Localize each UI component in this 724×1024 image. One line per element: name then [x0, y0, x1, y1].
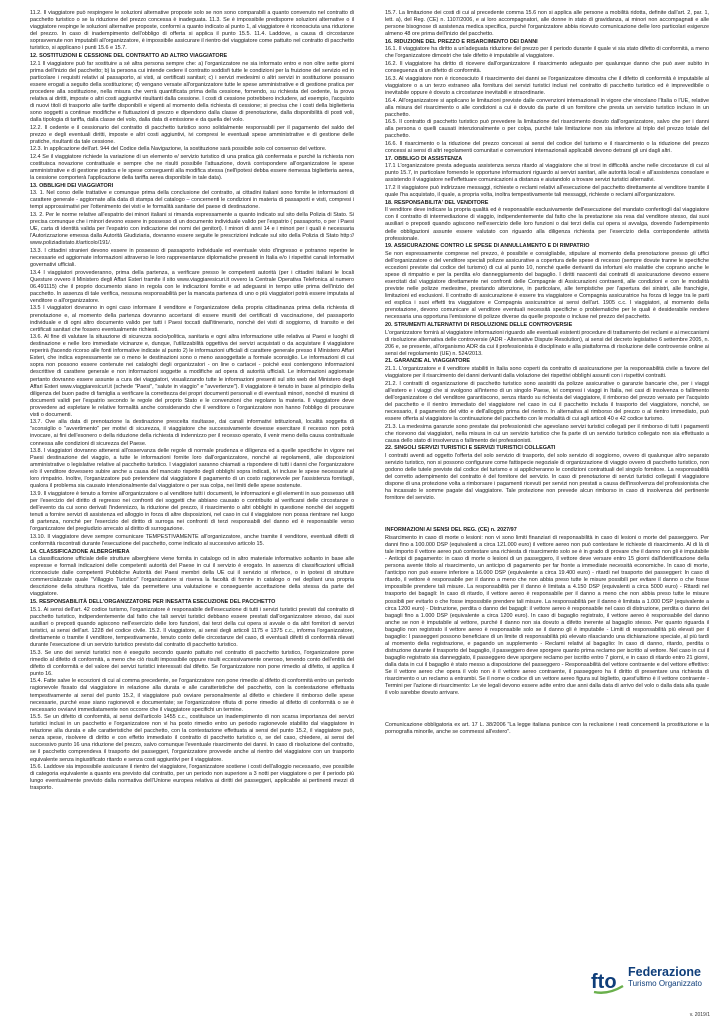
paragraph: 11.2. Il viaggiatore può respingere le soluzioni alternative proposte solo se non sono comparabili a quanto convenuto nel contratto di pacchetto turistico o se la riduzione del prezzo concessa è inadeguata. 11.3. Se è impossibile predisporre soluzioni alternative o il viaggiatore respinge le soluzioni alternative proposte, conformi a quanto indicato al punto 1, al viaggiatore è riconosciuta una riduzione del prezzo. In caso di inadempimento dell'obbligo di offerta si applica il punto 15.5. 11.4. Laddove, a causa di circostanze sopravvenute non imputabili all'organizzatore, è impossibile assicurare il rientro del viaggiatore come pattuito nel contratto di pacchetto turistico, si applicano i punti 15.6 e 15.7. — [30, 10, 354, 52]
paragraph: 21.1. L'organizzatore e il venditore stabiliti in Italia sono coperti da contratto di assicurazione per la responsabilità civile a favore del viaggiatore per il risarcimento dei danni derivanti dalla violazione dei rispettivi obblighi assunti con i rispettivi contratti. — [385, 365, 709, 380]
paragraph: 17.1 L'organizzatore presta adeguata assistenza senza ritardo al viaggiatore che si trovi in difficoltà anche nelle circostanze di cui al punto 15.7, in particolare fornendo le opportune informazioni riguardo ai servizi sanitari, alle autorità locali e all'assistenza consolare e assistendo il viaggiatore nell'effettuare comunicazioni a distanza e aiutandolo a trovare servizi turistici alternativi. — [385, 163, 709, 184]
paragraph: 12.4 Se il viaggiatore richiede la variazione di un elemento e/ servizio turistico di una pratica già confermata e purché la richiesta non costituisca novazione contrattuale e sempre che ne risulti possibile l'attuazione, dovrà corrispondere all'organizzatore le spese amministrative e di gestione pratica e le spese conseguenti alla modifica stessa (nell'ipotesi debba essere riemessa biglietteria aerea, la cessione comporterà l'applicazione della tariffa aerea disponibile in tale data). — [30, 153, 354, 182]
paragraph: 16.1. Il viaggiatore ha diritto a un'adeguata riduzione del prezzo per il periodo durante il quale vi sia stato difetto di conformità, a meno che l'organizzatore dimostri che tale difetto è imputabile al viaggiatore. — [385, 46, 709, 60]
section-heading: 20. STRUMENTI ALTERNATIVI DI RISOLUZIONE DELLE CONTROVERSIE — [385, 321, 573, 328]
paragraph: 15.3. Se uno dei servizi turistici non è eseguito secondo quanto pattuito nel contratto di pacchetto turistico, l'organizzatore pone rimedio al difetto di conformità, a meno che ciò risulti impossibile oppure risulti eccessivamente oneroso, tenendo conto dell'entità del difetto di conformità e del valore dei servizi turistici interessati dal difetto. Se l'organizzatore non pone rimedio al difetto, si applica il punto 16. — [30, 649, 354, 677]
section-heading: INFORMAZIONI AI SENSI DEL REG. (CE) n. 2027/97 — [385, 527, 517, 534]
paragraph: 13.8. I viaggiatori dovranno attenersi all'osservanza delle regole di normale prudenza e diligenza ed a quelle specifiche in vigore nei Paesi destinazione del viaggio, a tutte le informazioni fornite loro dall'organizzatore, nonché ai regolamenti, alle disposizioni amministrative o legislative relative al pacchetto turistico. I viaggiatori saranno chiamati a rispondere di tutti i danni che l'organizzatore e/o il venditore dovessero subire anche a causa del mancato rispetto degli obblighi sopra indicati, ivi incluse le spese necessarie al loro rimpatrio. Inoltre, l'organizzatore può pretendere dal viaggiatore il pagamento di un costo ragionevole per l'assistenza fornitagli, qualora il problema sia causato intenzionalmente dal viaggiatore o per sua colpa, nei limiti delle spese sostenute. — [30, 448, 354, 490]
paragraph: 15.7. La limitazione dei costi di cui al precedente comma 15.6 non si applica alle persone a mobilità ridotta, definite dall'art. 2, par. 1, lett. a), del Reg. (CE) n. 1107/2006, e ai loro accompagnatori, alle donne in stato di gravidanza, ai minori non accompagnati e alle persone bisognose di assistenza medica specifica, purché l'organizzatore abbia ricevuto comunicazione delle loro particolari esigenze almeno 48 ore prima dell'inizio del pacchetto. — [385, 10, 709, 38]
paragraph: 12.3. In applicazione dell'art. 944 del Codice della Navigazione, la sostituzione sarà possibile solo col consenso del vettore. — [30, 146, 327, 153]
version-label: v. 2019/1 — [689, 1012, 710, 1018]
paragraph: Comunicazione obbligatoria ex art. 17 L. 38/2006 "La legge italiana punisce con la reclusione i reati concernenti la prostituzione e la pornografia minorile, anche se commessi all'estero". — [385, 721, 709, 735]
section-heading: 14. CLASSIFICAZIONE ALBERGHIERA — [30, 548, 130, 555]
fto-logo — [590, 962, 720, 1002]
paragraph: 13.9. Il viaggiatore è tenuto a fornire all'organizzatore o al venditore tutti i documenti, le informazioni e gli elementi in suo possesso utili per l'esercizio del diritto di regresso nei confronti dei soggetti che abbiano causato o contribuito al verificarsi delle circostanze o dell'evento da cui sono derivati l'indennizzo, la riduzione del prezzo, il risarcimento o altri obblighi in questione nonché dei soggetti tenuti a fornire servizi di assistenza ed alloggio in forza di altre disposizioni, nel caso in cui il viaggiatore non possa rientrare nel luogo di partenza, nonché per l'esercizio del diritto di surroga nei confronti di terzi responsabili del danno ed è responsabile verso l'organizzatore del pregiudizio arrecato al diritto di surrogazione. — [30, 491, 354, 533]
paragraph: 15.6. Laddove sia impossibile assicurare il rientro del viaggiatore, l'organizzatore sostiene i costi dell'alloggio necessario, ove possibile di categoria equivalente a quanto era previsto dal contratto, per un periodo non superiore a 3 notti per viaggiatore o per il periodo più lungo eventualmente previsto dalla normativa dell'Unione europea relativa ai diritti dei passeggeri, applicabile ai pertinenti mezzi di trasporto. — [30, 764, 354, 792]
section-heading: 17. OBBLIGO DI ASSISTENZA — [385, 155, 463, 162]
paragraph: 13. 2. Per le norme relative all'espatrio dei minori italiani si rimanda espressamente a quanto indicato sul sito della Polizia di Stato. Si precisa comunque che i minori devono essere in possesso di un documento individuale valido per l'espatrio ( passaporto, o per i Paesi UE, carta di identità valida per l'espatrio con indicazione dei nomi dei genitori). I minori di anni 14 e i minori per i quali è necessaria l'Autorizzazione emessa dalla Autorità Giudiziaria, dovranno essere seguite le prescrizioni indicate sul sito della Polizia di Stato http:// www.poliziadistato.it/articolo/191/. — [30, 212, 354, 247]
paragraph: 16.5. Il contratto di pacchetto turistico può prevedere la limitazione del risarcimento dovuto dall'organizzatore, salvo che per i danni alla persona o quelli causati intenzionalmente o per colpa, purché tale limitazione non sia inferiore al triplo del prezzo totale del pacchetto. — [385, 119, 709, 140]
logo-line2: Turismo Organizzato — [628, 979, 702, 988]
logo-line1: Federazione — [628, 965, 701, 979]
right-column — [385, 10, 709, 945]
logo-mark-text: fto — [591, 971, 617, 993]
paragraph: L'organizzatore fornirà al viaggiatore informazioni riguardo alle eventuali esistenti procedure di trattamento dei reclami e ai meccanismi di risoluzione alternativa delle controversie (ADR - Alternative Dispute Resolution), ai sensi del decreto legislativo 6 settembre 2005, n. 206 e, se presente, all'organismo ADR da cui il professionista è disciplinato e alla piattaforma di risoluzione delle controversie online ai sensi del regolamento (UE) n. 524/2013. — [385, 329, 709, 357]
paragraph: 12.2. Il cedente e il cessionario del contratto di pacchetto turistico sono solidalmente responsabili per il pagamento del saldo del prezzo e degli eventuali diritti, imposte e altri costi aggiuntivi, ivi compresi le eventuali spese amministrative e di gestione delle pratiche, risultanti da tale cessione. — [30, 124, 354, 145]
paragraph: 16.3. Al viaggiatore non è riconosciuto il risarcimento dei danni se l'organizzatore dimostra che il difetto di conformità è imputabile al viaggiatore o a un terzo estraneo alla fornitura dei servizi turistici inclusi nel contratto di pacchetto turistico ed è imprevedibile o inevitabile oppure è dovuto a circostanze inevitabili e straordinarie. — [385, 75, 709, 96]
section-heading: 15. RESPONSABILITÀ DELL'ORGANIZZATORE PER INESATTA ESECUZIONE DEL PACCHETTO — [30, 599, 276, 606]
paragraph: 13.10. Il viaggiatore deve sempre comunicare TEMPESTIVAMENTE all'organizzatore, anche tramite il venditore, eventuali difetti di conformità riscontrati durante l'esecuzione del pacchetto, come indicato al successivo articolo 15. — [30, 533, 354, 547]
section-heading: 22. SINGOLI SERVIZI TURISTICI E SERVIZI TURISTICI COLLEGATI — [385, 445, 556, 452]
paragraph: 15.1. Ai sensi dell'art. 42 codice turismo, l'organizzatore è responsabile dell'esecuzione di tutti i servizi turistici previsti dal contratto di pacchetto turistico, indipendentemente dal fatto che tali servizi turistici debbano essere prestati dall'organizzatore stesso, dai suoi ausiliari o preposti quando agiscono nell'esercizio delle loro funzioni, dai terzi della cui opera si avvale o da altri fornitori di servizi turistici, ai sensi dell'art. 1228 del codice civile. 15.2. Il viaggiatore, ai sensi degli articoli 1175 e 1375 c.c., informa l'organizzatore, direttamente o tramite il venditore, tempestivamente, tenuto conto delle circostanze del caso, di eventuali difetti di conformità rilevati durante l'esecuzione di un servizio turistico previsto dal contratto di pacchetto turistico. — [30, 606, 354, 648]
paragraph: 21.3. La medesima garanzie sono prestate dai professionisti che agevolano servizi turistici collegati per il rimborso di tutti i pagamenti che ricevono dai viaggiatori, nella misura in cui un servizio turistico che fa parte di un servizio turistico collegato non sia effettuato a causa dello stato di insolvenza o fallimento dei professionisti. — [385, 423, 709, 444]
paragraph: 13.6. Al fine di valutare la situazione di sicurezza socio/politica, sanitaria e ogni altra informazione utile relativa ai Paesi e luoghi di destinazione e nelle loro immediate vicinanze e, dunque, l'utilizzabilità oggettiva dei servizi acquistati o da acquistare il viaggiatore reperirà (facendo ricorso alle fonti informative indicate al punto 2) le informazioni ufficiali di carattere generale presso il Ministero Affari Esteri, che indica espressamente se o meno le destinazioni sono o meno assoggettate a formale sconsiglio. Le informazioni di cui sopra non possono essere contenute nei cataloghi degli organizzatori - on line o cartacei - poiché essi contengono informazioni descrittive di carattere generale e non informazioni soggette a modifiche ad opera di autorità ufficiali. Le informazioni aggiornate pertanto dovranno essere assunte a cura dei viaggiatori, visualizzando tutte le informazioni presenti sul sito web del Ministero degli Affari Esteri www.viaggiaresicuri.it (schede "Paesi", "salute in viaggio" e "avvertenze"). Il viaggiatore è tenuto in base al principio della diligenza del buon padre di famiglia a verificare la correttezza dei propri documenti personali e di eventuali minori, nonché di munirsi di documenti validi per l'espatrio secondo le regole del proprio Stato e le convenzioni che regolano la materia. Il viaggiatore deve provvedere ad espletare le relative formalità anche considerando che il venditore o l'organizzatore non hanno l'obbligo di procurare visti o documenti. — [30, 334, 354, 418]
paragraph: I contratti aventi ad oggetto l'offerta del solo servizio di trasporto, del solo servizio di soggiorno, ovvero di qualunque altro separato servizio turistico, non si possono configurare come fattispecie negoziale di organizzazione di viaggio ovvero di pacchetto turistico, non godono delle tutele previste dal codice del turismo e si applicheranno le condizioni contrattuali del singolo fornitore. La responsabilità del corretto adempimento del contratto è del fornitore del servizio. In caso di prenotazione di servizi turistici collegati il viaggiatore dispone di una protezione volta a rimborsare i pagamenti ricevuti per servizi non prestati a causa dell'insolvenza del professionista che ha incassato le somme pagate dal viaggiatore. Tale protezione non prevede alcun rimborso in caso di insolvenza del pertinente fornitore del servizio. — [385, 452, 709, 502]
paragraph: 13.7. Ove alla data di prenotazione la destinazione prescelta risultasse, dai canali informativi istituzionali, località soggetta di "sconsiglio o "avvertimento" per motivi di sicurezza, il viaggiatore che successivamente dovesse esercitare il recesso non potrà invocare, ai fini dell'esonero o della riduzione della richiesta di indennizzo per il recesso operato, il venir meno della causa contrattuale connessa alle condizioni di sicurezza del Paese. — [30, 419, 354, 447]
paragraph: Il venditore deve indicare la propria qualità ed è responsabile esclusivamente dell'esecuzione del mandato conferitogli dal viaggiatore con il contratto di intermediazione di viaggio, indipendentemente dal fatto che la prestazione sia resa dal venditore stesso, dai suoi ausiliari o preposti quando agiscono nell'esercizio delle loro funzioni o dai terzi della cui opera si avvalga, dovendo l'adempimento delle obbligazioni assunte essere valutato con riguardo alla diligenza richiesta per l'esercizio della corrispondente attività professionale. — [385, 207, 709, 242]
section-spacer — [385, 503, 709, 527]
section-heading: 12. SOSTITUZIONI E CESSIONE DEL CONTRATTO AD ALTRO VIAGGIATORE — [30, 52, 228, 59]
paragraph: Se non espressamente comprese nel prezzo, è possibile e consigliabile, stipulare al momento della prenotazione presso gli uffici dell'organizzatore o del venditore speciali polizze assicurative a copertura delle spese di recesso (sempre dovute tranne le specifiche eccezioni previste dal codice del turismo) di cui al punto 10, nonché quelle derivanti da infortuni e/o malattie che coprano anche le spese di rimpatrio e per la perdita e/o danneggiamento del bagaglio. I diritti nascenti dai contratti di assicurazione devono essere esercitati dal viaggiatore direttamente nei confronti delle Compagnie di Assicurazioni contraenti, alle condizioni e con le modalità previste nelle polizze medesime, prestando attenzione, in particolare, alle tempistiche per l'apertura dei sinistri, alle franchigie, limitazioni ed esclusioni. Il contratto di assicurazione è essere tra viaggiatore e Compagnia assicuratrice ha forza di legge tra le parti ed esplica i suoi effetti tra viaggiatore e Compagnia assicuratrice ai sensi dell'art. 1905 c.c. I viaggiatori, al momento della prenotazione, devono comunicare al venditore eventuali necessità specifiche o problematiche per le quali è desiderabile rendere necessaria una opportuna l'emissione di polizze diverse da quelle proposte o incluse nel prezzo del pacchetto. — [385, 250, 709, 321]
paragraph: 13.3. I cittadini stranieri devono essere in possesso di passaporto individuale ed eventuale visto d'ingresso e potranno reperire le necessarie ed aggiornate informazioni attraverso le loro rappresentanze diplomatiche presenti in Italia e/o i rispettivi canali informativi governativi ufficiali. — [30, 247, 354, 268]
left-column — [30, 10, 354, 945]
paragraph: 13.4 I viaggiatori provvederanno, prima della partenza, a verificare presso le competenti autorità (per i cittadini italiani le locali Questure ovvero il Ministero degli Affari Esteri tramite il sito www.viaggiaresicuri.it ovvero la Centrale Operativa Telefonica al numero 06.491115) che il proprio documento siano in regola con le indicazioni fornite e ad adeguarsi in tempo utile prima dell'inizio del pacchetto. In assenza di tale verifica, nessuna responsabilità per la mancata partenza di uno o più viaggiatori potrà essere imputata al venditore o all'organizzatore. — [30, 269, 354, 304]
paragraph: 15.4. Fatte salve le eccezioni di cui al comma precedente, se l'organizzatore non pone rimedio al difetto di conformità entro un periodo ragionevole fissato dal viaggiatore in relazione alla durata e alle caratteristiche del pacchetto, con la contestazione effettuata tempestivamente ai sensi del punto 15.2, il viaggiatore può ovviare personalmente al difetto e chiedere il rimborso delle spese necessarie, purché esse siano ragionevoli e documentate; se l'organizzatore rifiuta di porre rimedio al difetto di conformità o se è necessario ovviarvi immediatamente non occorre che il viaggiatore specifichi un termine. — [30, 678, 354, 713]
section-heading: 19. ASSICURAZIONE CONTRO LE SPESE DI ANNULLAMENTO E DI RIMPATRIO — [385, 243, 590, 250]
paragraph: 16.2. Il viaggiatore ha diritto di ricevere dall'organizzatore il risarcimento adeguato per qualunque danno che può aver subito in conseguenza di un difetto di conformità. — [385, 61, 709, 75]
paragraph: 17.2 Il viaggiatore può indirizzare messaggi, richieste o reclami relativi all'esecuzione del pacchetto direttamente al venditore tramite il quale l'ha acquistato, il quale, a propria volta, inoltra tempestivamente tali messaggi, richieste o reclami all'organizzatore. — [385, 185, 709, 199]
paragraph: 13.5 I viaggiatori dovranno in ogni caso informare il venditore e l'organizzatore della propria cittadinanza prima della richiesta di prenotazione e, al momento della partenza dovranno accertarsi di essere muniti dei certificati di vaccinazione, del passaporto individuale e di ogni altro documento valido per tutti i Paesi toccati dall'itinerario, nonché dei visti di soggiorno, di transito e dei certificati sanitari che fossero eventualmente richiesti. — [30, 305, 354, 333]
paragraph: 12.1 Il viaggiatore può far sostituire a sé altra persona sempre che: a) l'organizzatore ne sia informato entro e non oltre sette giorni prima dell'inizio del pacchetto; b) la persona cui intende cedere il contratto soddisfi tutte le condizioni per la fruizione del servizio ed in particolare i requisiti relativi al passaporto, ai visti, ai certificati sanitari; c) i servizi medesimi o altri servizi in sostituzione possano essere erogati a seguito della sostituzione; d) vengano versate all'organizzatore tutte le spese amministrative e di gestione pratica per procedere alla sostituzione, nella misura che verrà quantificata prima della cessione, fornendo, su richiesta del cedente, la prova relativa ai diritti, imposte o altri costi aggiuntivi risultanti dalla cessione. I costi di cessione potrebbero includere, ad esempio, l'acquisto di nuovi titoli di trasporto alle tariffe disponibili e vigenti al momento della richiesta di cessione; si precisa che i costi della biglietteria sono soggetti a continue modifiche e fluttuazioni di prezzo e dipendono dalla classe di prenotazione, dalla disponibilità di posti voli, dalla tipologia di tariffa, dalla classe del volo, dalla data di emissione e da quella del volo. — [30, 60, 354, 123]
section-heading: 13. OBBLIGHI DEI VIAGGIATORI — [30, 182, 114, 189]
paragraph: 21.2. I contratti di organizzazione di pacchetto turistico sono assistiti da polizze assicurative o garanzie bancarie che, per i viaggi all'estero e i viaggi che si svolgono all'interno di un singolo Paese, ivi compresi i viaggi in Italia, nei casi di insolvenza o fallimento dell'organizzatore o del venditore garantiscono, senza ritardo su richiesta del viaggiatore, il rimborso del prezzo versato per l'acquisto del pacchetto e il rientro immediato del viaggiatore nel caso in cui il pacchetto includa il trasporto del viaggiatore, nonché, se necessario, il pagamento del vitto e dell'alloggio prima del rientro. In alternativa al rimborso del prezzo o al rientro immediato, può essere offerta al viaggiatore la continuazione del pacchetto con le modalità di cui agli articoli 40 e 42 codice turismo. — [385, 380, 709, 422]
section-heading: 21. GARANZIE AL VIAGGIATORE — [385, 358, 470, 365]
paragraph: La classificazione ufficiale delle strutture alberghiere viene fornita in catalogo od in altro materiale informativo soltanto in base alle espresse e formali indicazioni delle competenti autorità del Paese in cui il servizio è erogato. In assenza di classificazioni ufficiali riconosciute dalle competenti Pubbliche Autorità dei Paesi membri della UE cui il servizio si riferisce, o in ipotesi di strutture commercializzate quale "Villaggio Turistico" l'organizzatore si riserva la facoltà di fornire in catalogo o nel depliant una propria descrizione della struttura ricettiva, tale da permettere una valutazione e conseguente accettazione della stessa da parte del viaggiatore. — [30, 556, 354, 598]
paragraph: Risarcimento in caso di morte o lesioni: non vi sono limiti finanziari di responsabilità in caso di lesioni o morte del passeggero. Per danni fino a 100.000 DSP (equivalenti a circa 121.000 euro) il vettore aereo non può contestare le richieste di risarcimento. Al di là di tale importo il vettore aereo può contestare una richiesta di risarcimento solo se è in grado di provare che il danno non gli è imputabile - Anticipi di pagamento: in caso di morte o lesioni di un passeggero, il vettore deve versare entro 15 giorni dall'identificazione della persona avente titolo al risarcimento, un anticipo di pagamento per far fronte a immediate necessità economiche. In caso di morte, l'anticipo non può essere inferiore a 16.000 DSP (equivalente a circa 19.400 euro) - ritardi nel trasporto dei passeggeri: In caso di ritardo, il vettore è responsabile per il danno a meno che non abbia preso tutte le misure possibili per evitare il danno o che fosse impossibile prendere tali misure. La responsabilità per il danno è limitata a 4.150 DSP (equivalenti a circa 5000 euro) - Ritardi nel trasporto dei bagagli: In caso di ritardo, il vettore aereo è responsabile per il danno a meno che non abbia preso tutte le misure possibili per evitarlo o che fosse impossibile prendere tali misure. La responsabilità per il danno è limitata a 1.000 DSP (equivalente a circa 1200 euro) - Distruzione, perdita o danno dei bagagli: il vettore aereo è responsabile nel caso di distruzione, perdita o danno dei bagagli fino a 1.000 DSP (equivalente a circa 1200 euro). In caso di bagaglio registrato, il vettore aereo è responsabile del danno anche se non è imputabile al vettore, purché il danno non sia dovuto a difetto inerente al bagaglio stesso. Per quanto riguarda il bagaglio non registrato il vettore aereo è responsabile solo se il danno gli è imputabile - Limiti di responsabilità più elevati per il bagaglio: I passeggeri possono beneficiare di un limite di responsabilità più elevato rilasciando una dichiarazione speciale, al più tardi al momento della registrazione, e pagando un supplemento - Reclami relativi al bagaglio: In caso di danno, ritardo, perdita o distruzione durante il trasporto del bagaglio, il passeggero deve sporgere quanto prima reclamo per iscritto al vettore. Nel caso in cui il bagaglio registrato sia danneggiato, il passeggero deve sporgere reclamo per iscritto entro 7 giorni, e in caso di ritardo entro 21 giorni, dalla data in cui il bagaglio è stato messo a disposizione del passeggero - Responsabilità del vettore contraente e del vettore effettivo: Se il vettore aereo che opera il volo non è il vettore aereo contraente, il passeggero ha il diritto di presentare una richiesta di risarcimento o un reclamo a entrambi. Se il nome o codice di un vettore aereo figura sul biglietto, quest'ultimo è il vettore contraente - Termini per l'azione di risarcimento: Le vie legali devono essere adite entro due anni dalla data di arrivo del volo o dalla data alla quale il volo sarebbe dovuto arrivare. — [385, 535, 709, 697]
paragraph: 15.5. Se un difetto di conformità, ai sensi dell'articolo 1455 c.c., costituisce un inadempimento di non scarsa importanza dei servizi turistici inclusi in un pacchetto e l'organizzatore non vi ha posto rimedio entro un periodo ragionevole stabilito dal viaggiatore in relazione alla durata e alle caratteristiche del pacchetto, con la contestazione effettuata ai sensi del punto 15.2, il viaggiatore può, senza spese, risolvere di diritto e con effetto immediato il contratto di pacchetto turistico o, se del caso, chiedere, ai sensi del successivo punto 16 una riduzione del prezzo, salvo comunque l'eventuale risarcimento dei danni. In caso di risoluzione del contratto, se il pacchetto comprendeva il trasporto dei passeggeri, l'organizzatore provvede anche al rientro del viaggiatore con un trasporto equivalente senza ingiustificato ritardo e senza costi aggiuntivi per il viaggiatore. — [30, 714, 354, 763]
section-heading: 18. RESPONSABILITA' DEL VENDITORE — [385, 199, 489, 206]
section-spacer — [385, 698, 709, 722]
paragraph: 16.6. Il risarcimento o la riduzione del prezzo concessi ai sensi del codice del turismo e il risarcimento o la riduzione del prezzo concessi ai sensi di altri regolamenti comunitari e convenzioni internazionali applicabili devono detrarsi gli uni dagli altri. — [385, 141, 709, 155]
paragraph: 13. 1. Nel corso delle trattative e comunque prima della conclusione del contratto, ai cittadini italiani sono fornite le informazioni di carattere generale - aggiornate alla data di stampa del catalogo – concernenti le condizioni in materia di passaporti e visti, compresi i tempi approssimativi per l'ottenimento dei visti e le formalità sanitarie del paese di destinazione. — [30, 190, 354, 211]
paragraph: 16.4. All'organizzatore si applicano le limitazioni previste dalle convenzioni internazionali in vigore che vincolano l'Italia o l'UE, relative alla misura del risarcimento o alle condizioni a cui è dovuto da parte di un fornitore che presta un servizio turistico incluso in un pacchetto. — [385, 97, 709, 118]
fto-logo-mark-icon — [590, 962, 626, 998]
section-heading: 16. RIDUZIONE DEL PREZZO E RISARCIMENTO DEI DANNI — [385, 38, 538, 45]
